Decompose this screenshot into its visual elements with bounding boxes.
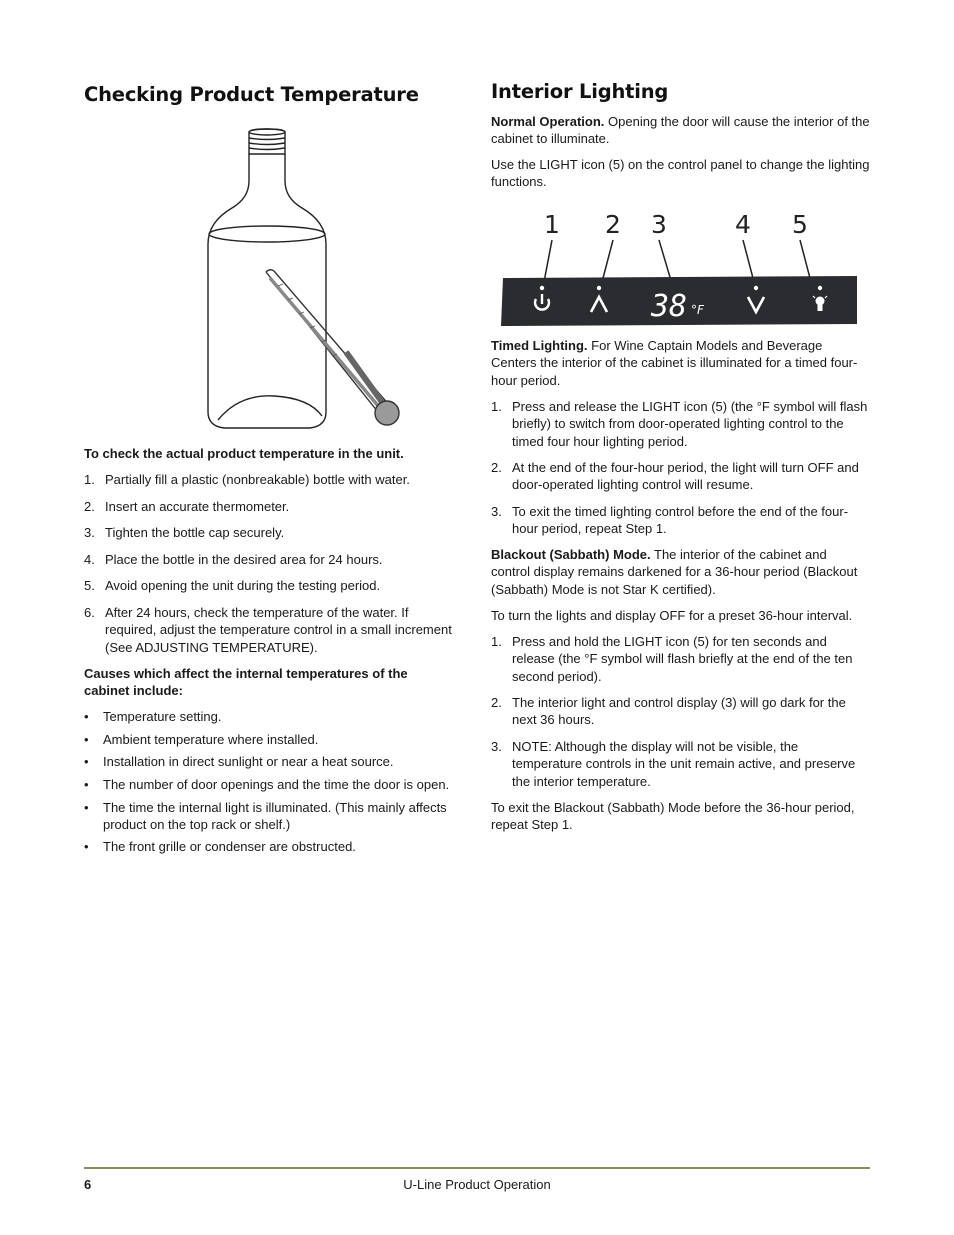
page-number: 6 bbox=[84, 1177, 92, 1192]
callout-2: 2 bbox=[605, 210, 621, 239]
causes-title: Causes which affect the internal temperatures of the cabinet include: bbox=[84, 666, 408, 699]
footer-title: U-Line Product Operation bbox=[403, 1177, 551, 1192]
list-item: 3. To exit the timed lighting control before the end of the four-hour period, repeat Step 1. bbox=[491, 504, 849, 537]
section-heading-temperature: Checking Product Temperature bbox=[84, 83, 419, 106]
callout-5: 5 bbox=[792, 210, 808, 239]
callout-4: 4 bbox=[735, 210, 751, 239]
callout-3: 3 bbox=[651, 210, 667, 239]
steps-title: To check the actual product temperature in the unit. bbox=[84, 446, 404, 461]
blackout-exit-paragraph: To exit the Blackout (Sabbath) Mode before the 36-hour period, repeat Step 1. bbox=[491, 800, 855, 833]
list-item: • Temperature setting. bbox=[84, 709, 222, 724]
light-icon-paragraph: Use the LIGHT icon (5) on the control panel to change the lighting functions. bbox=[491, 157, 870, 190]
list-item: • Ambient temperature where installed. bbox=[84, 732, 319, 747]
list-item: 2. At the end of the four-hour period, the light will turn OFF and door-operated lighting control will resume. bbox=[491, 460, 859, 493]
list-item: • The time the internal light is illuminated. (This mainly affects product on the top rack or shelf.) bbox=[84, 800, 447, 833]
blackout-intro: To turn the lights and display OFF for a preset 36-hour interval. bbox=[491, 608, 853, 623]
list-item: 1. Press and release the LIGHT icon (5) (the °F symbol will flash briefly) to switch from door-operated lighting control to the timed four hour lighting period. bbox=[491, 399, 868, 449]
list-item: • Installation in direct sunlight or near a heat source. bbox=[84, 754, 394, 769]
list-item: 6. After 24 hours, check the temperature of the water. If required, adjust the temperature control in a small increment (See ADJUSTING TEMPERATURE). bbox=[84, 605, 452, 655]
list-item: 2. Insert an accurate thermometer. bbox=[84, 499, 290, 514]
timed-lighting-paragraph: Timed Lighting. For Wine Captain Models and Beverage Centers the interior of the cabinet is illuminated for a timed four-hour period. bbox=[491, 338, 858, 388]
temperature-display: 38 bbox=[651, 289, 688, 324]
list-item: 4. Place the bottle in the desired area for 24 hours. bbox=[84, 552, 383, 567]
control-panel-illustration bbox=[497, 206, 863, 330]
list-item: 1. Press and hold the LIGHT icon (5) for ten seconds and release (the °F symbol will flash briefly at the end of the ten second period). bbox=[491, 634, 853, 684]
callout-1: 1 bbox=[544, 210, 560, 239]
section-heading-lighting: Interior Lighting bbox=[491, 80, 669, 103]
list-item: 3. NOTE: Although the display will not be visible, the temperature controls in the unit remain active, and preserve the interior temperature. bbox=[491, 739, 856, 789]
list-item: 1. Partially fill a plastic (nonbreakable) bottle with water. bbox=[84, 472, 410, 487]
list-item: 5. Avoid opening the unit during the testing period. bbox=[84, 578, 381, 593]
footer-rule bbox=[84, 1167, 870, 1169]
list-item: 2. The interior light and control display (3) will go dark for the next 36 hours. bbox=[491, 695, 846, 728]
list-item: • The number of door openings and the time the door is open. bbox=[84, 777, 450, 792]
list-item: • The front grille or condenser are obstructed. bbox=[84, 839, 356, 854]
blackout-paragraph: Blackout (Sabbath) Mode. The interior of the cabinet and control display remains darkened for a 36-hour period (Blackout (Sabbath) Mode is not Star K certified). bbox=[491, 547, 858, 597]
list-item: 3. Tighten the bottle cap securely. bbox=[84, 525, 285, 540]
normal-operation-paragraph: Normal Operation. Opening the door will cause the interior of the cabinet to illuminate. bbox=[491, 114, 870, 147]
bottle-thermometer-illustration bbox=[204, 126, 454, 432]
temperature-unit: °F bbox=[691, 303, 704, 317]
footer-title-wrapper bbox=[0, 1177, 954, 1192]
